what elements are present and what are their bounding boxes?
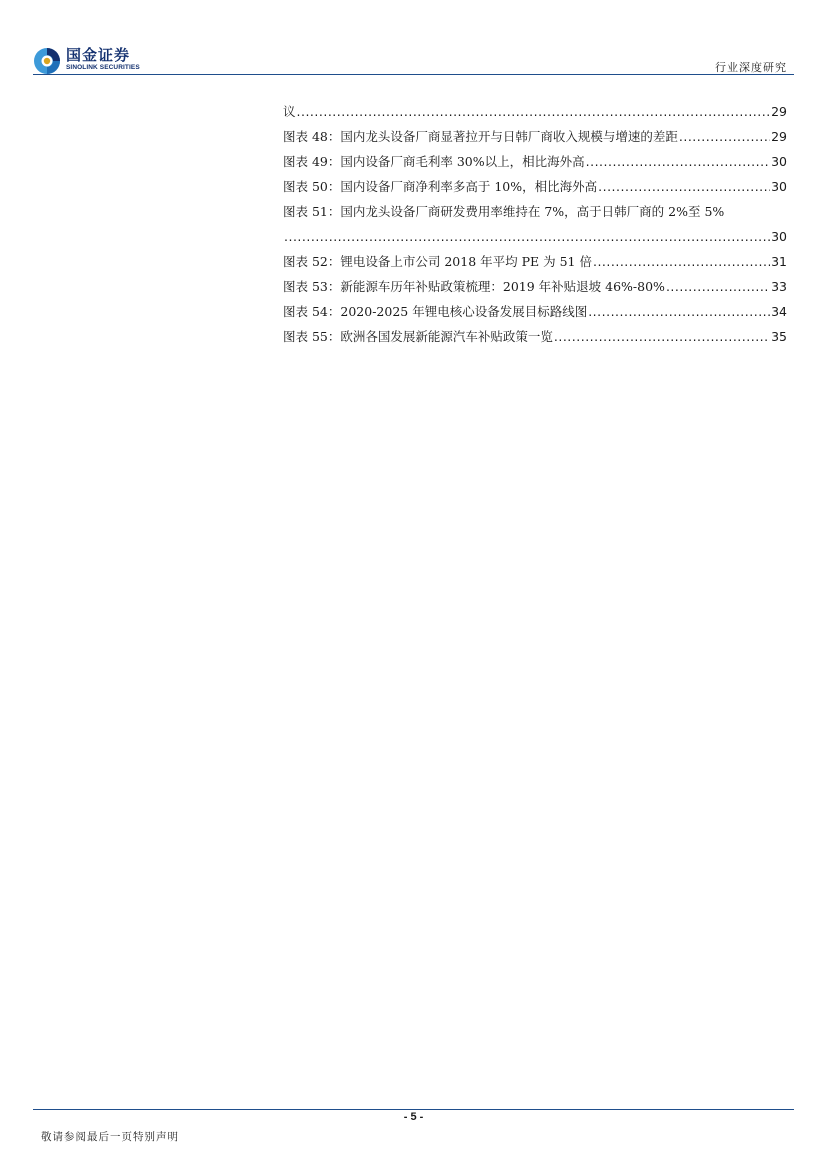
toc-entry-label: 图表 49：国内设备厂商毛利率 30%以上，相比海外高 xyxy=(283,154,585,169)
footer-divider xyxy=(33,1109,794,1110)
toc-entry[interactable] xyxy=(283,274,787,299)
toc-entry-page: 30 xyxy=(771,179,787,194)
toc-leader-dots xyxy=(666,274,770,299)
page-header xyxy=(0,0,827,80)
toc-entry[interactable] xyxy=(283,324,787,349)
toc-leader-dots xyxy=(554,324,770,349)
toc-entry[interactable] xyxy=(283,174,787,199)
toc-entry-label: 图表 55：欧洲各国发展新能源汽车补贴政策一览 xyxy=(283,329,553,344)
toc-entry-page: 30 xyxy=(771,229,787,244)
toc-entry-label: 图表 52：锂电设备上市公司 2018 年平均 PE 为 51 倍 xyxy=(283,254,592,269)
toc-entry-continuation[interactable] xyxy=(283,224,787,249)
logo-chinese-name: 国金证券 xyxy=(66,46,131,64)
toc-entry-label: 图表 51：国内龙头设备厂商研发费用率维持在 7%，高于日韩厂商的 2%至 5% xyxy=(283,204,725,219)
toc-leader-dots xyxy=(586,149,770,174)
toc-entry-page: 33 xyxy=(771,279,787,294)
toc-entry-page: 29 xyxy=(771,129,787,144)
logo-english-name: SINOLINK SECURITIES xyxy=(66,64,140,71)
toc-entry-label: 图表 53：新能源车历年补贴政策梳理：2019 年补贴退坡 46%-80% xyxy=(283,279,665,294)
toc-entry[interactable] xyxy=(283,99,787,124)
disclaimer-notice: 敬请参阅最后一页特别声明 xyxy=(41,1131,179,1143)
header-divider xyxy=(33,74,794,75)
sinolink-logo-icon xyxy=(33,47,61,75)
toc-entry[interactable] xyxy=(283,299,787,324)
toc-entry-page: 35 xyxy=(771,329,787,344)
toc-leader-dots xyxy=(284,224,770,249)
toc-entry-page: 30 xyxy=(771,154,787,169)
page-number: - 5 - xyxy=(403,1111,424,1123)
toc-entry-label: 图表 54：2020-2025 年锂电核心设备发展目标路线图 xyxy=(283,304,588,319)
toc-entry-label: 议 xyxy=(283,104,296,119)
toc-entry-page: 34 xyxy=(771,304,787,319)
toc-entry-page: 29 xyxy=(771,104,787,119)
toc-leader-dots xyxy=(588,299,770,324)
toc-entry[interactable] xyxy=(283,199,787,224)
toc-entry[interactable] xyxy=(283,149,787,174)
toc-entry-label: 图表 50：国内设备厂商净利率多高于 10%，相比海外高 xyxy=(283,179,598,194)
toc-entry-page: 31 xyxy=(771,254,787,269)
toc-entry-label: 图表 48：国内龙头设备厂商显著拉开与日韩厂商收入规模与增速的差距 xyxy=(283,129,678,144)
toc-leader-dots xyxy=(598,174,770,199)
toc-leader-dots xyxy=(593,249,770,274)
table-of-figures xyxy=(283,99,787,349)
toc-entry[interactable] xyxy=(283,124,787,149)
report-category: 行业深度研究 xyxy=(715,61,787,74)
toc-leader-dots xyxy=(297,99,771,124)
toc-entry[interactable] xyxy=(283,249,787,274)
toc-leader-dots xyxy=(679,124,770,149)
